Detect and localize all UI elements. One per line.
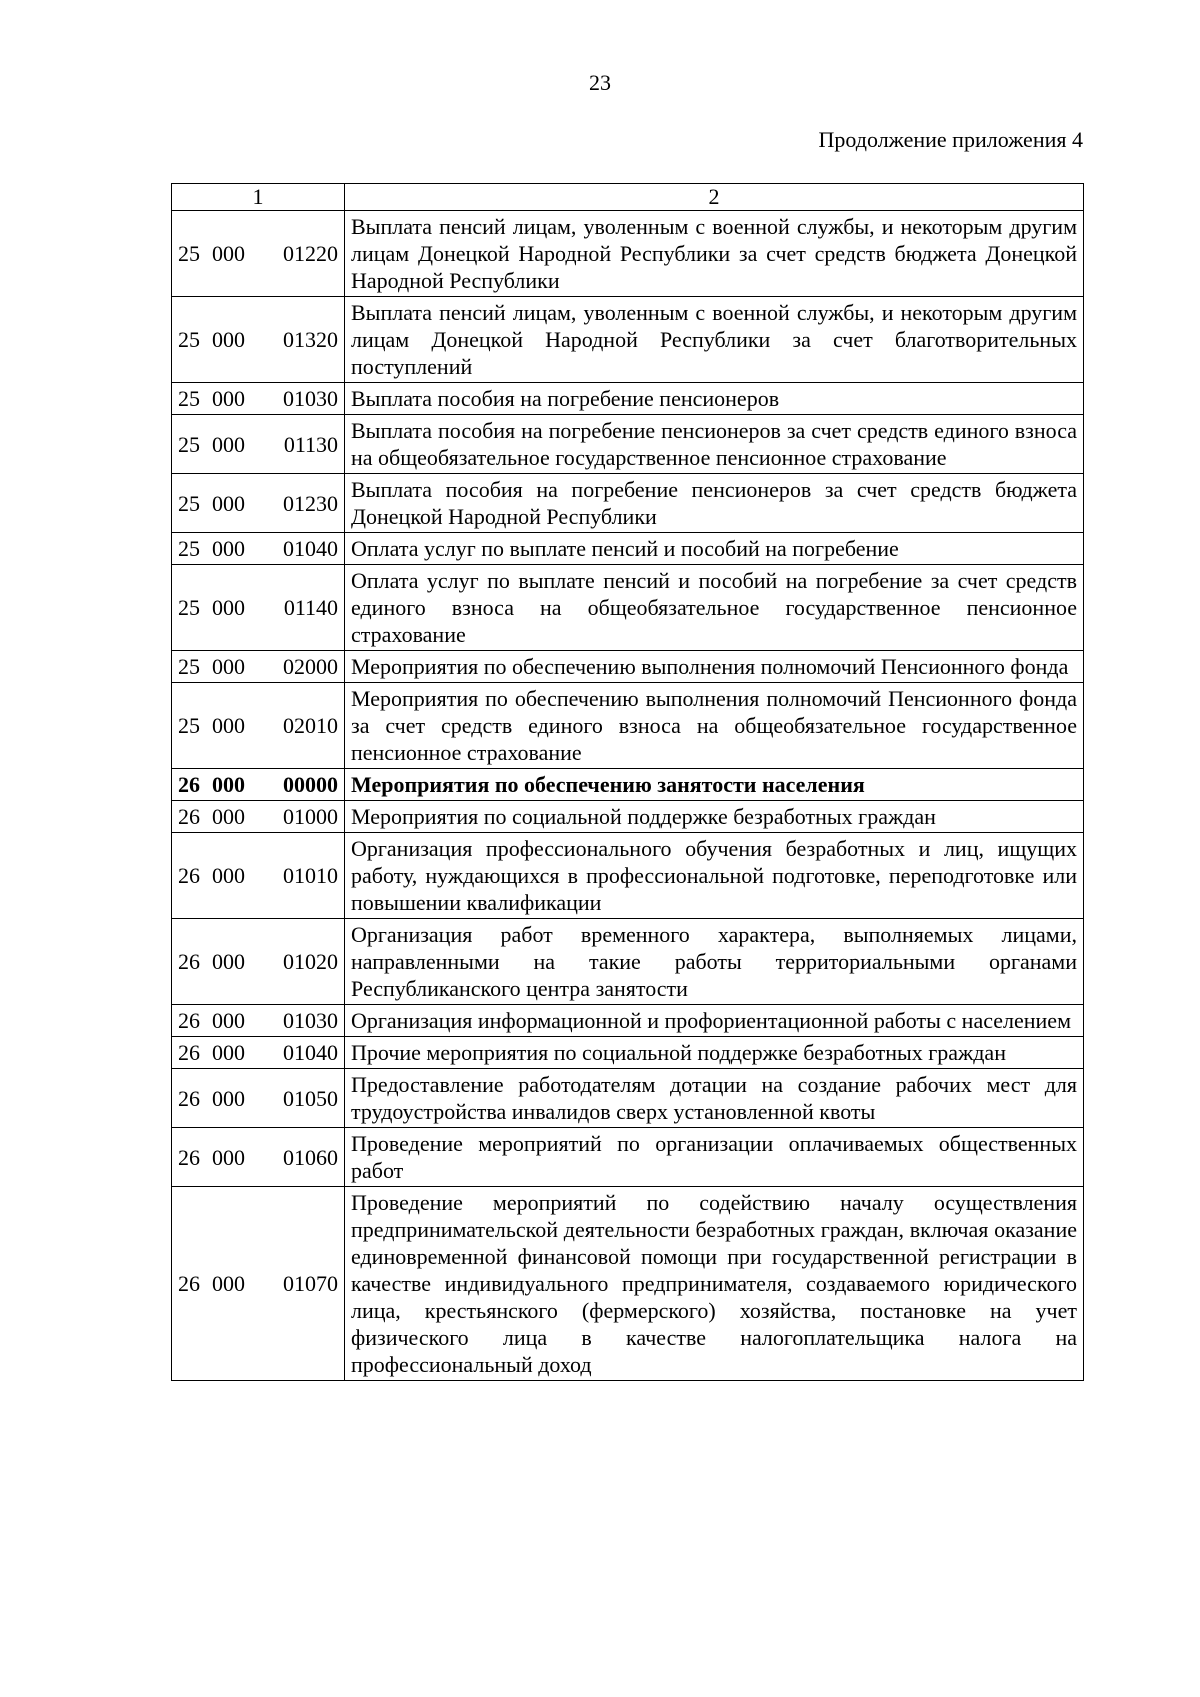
budget-codes-table xyxy=(171,183,1084,1381)
code-part: 01030 xyxy=(283,386,338,411)
table-row xyxy=(172,919,1084,1005)
table-row xyxy=(172,565,1084,651)
table-row xyxy=(172,383,1084,415)
row-code-cell xyxy=(172,651,345,683)
row-description-cell: Выплата пособия на погребение пенсионеров xyxy=(345,383,1084,415)
table-row xyxy=(172,1069,1084,1128)
code-part: 25 xyxy=(178,536,200,561)
row-code-cell xyxy=(172,533,345,565)
code-part: 25 xyxy=(178,654,200,679)
row-code-cell xyxy=(172,801,345,833)
row-description-cell: Оплата услуг по выплате пенсий и пособий на погребение xyxy=(345,533,1084,565)
annex-continuation-note: Продолжение приложения 4 xyxy=(818,127,1083,152)
code-part: 25 xyxy=(178,327,200,352)
code-part: 25 xyxy=(178,241,200,266)
code-part: 000 xyxy=(212,772,245,797)
table-row xyxy=(172,1128,1084,1187)
table-row xyxy=(172,415,1084,474)
code-part: 000 xyxy=(212,1040,245,1065)
code-part: 25 xyxy=(178,431,200,457)
code-part: 000 xyxy=(212,1144,245,1170)
table-row xyxy=(172,833,1084,919)
table-row xyxy=(172,533,1084,565)
table-header-row xyxy=(172,184,1084,211)
row-code-cell xyxy=(172,1037,345,1069)
page-number: 23 xyxy=(589,70,611,95)
code-part: 25 xyxy=(178,490,200,516)
row-code-cell xyxy=(172,297,345,383)
row-code-cell xyxy=(172,683,345,769)
code-part: 26 xyxy=(178,804,200,829)
row-code-cell xyxy=(172,1069,345,1128)
code-part: 26 xyxy=(178,863,200,888)
code-part: 000 xyxy=(212,1271,245,1296)
table-row xyxy=(172,683,1084,769)
code-part: 26 xyxy=(178,1040,200,1065)
code-part: 01030 xyxy=(283,1008,338,1033)
table-row xyxy=(172,1187,1084,1381)
row-description-cell: Предоставление работодателям дотации на создание рабочих мест для трудоустройства инвалидов сверх установленной квоты xyxy=(345,1069,1084,1128)
code-part: 000 xyxy=(212,863,245,888)
code-part: 26 xyxy=(178,1271,200,1296)
row-description-cell: Мероприятия по социальной поддержке безработных граждан xyxy=(345,801,1084,833)
code-part: 26 xyxy=(178,1008,200,1033)
code-part: 02010 xyxy=(283,713,338,738)
code-part: 01140 xyxy=(283,595,338,620)
row-description-cell: Прочие мероприятия по социальной поддержке безработных граждан xyxy=(345,1037,1084,1069)
code-part: 01000 xyxy=(283,804,338,829)
code-part: 02000 xyxy=(283,654,338,679)
row-code-cell xyxy=(172,415,345,474)
code-part: 01060 xyxy=(283,1144,338,1170)
row-code-cell xyxy=(172,1005,345,1037)
code-part: 26 xyxy=(178,949,200,974)
row-description-cell: Мероприятия по обеспечению выполнения полномочий Пенсионного фонда за счет средств единого взноса на общеобязательное государственное пенсионное страхование xyxy=(345,683,1084,769)
column-header-description: 2 xyxy=(345,184,1084,211)
code-part: 000 xyxy=(212,713,245,738)
code-part: 000 xyxy=(212,490,245,516)
code-part: 00000 xyxy=(283,772,338,797)
row-description-cell: Оплата услуг по выплате пенсий и пособий на погребение за счет средств единого взноса на общеобязательное государственное пенсионное страхование xyxy=(345,565,1084,651)
row-description-cell: Организация профессионального обучения безработных и лиц, ищущих работу, нуждающихся в профессиональной подготовке, переподготовке или повышении квалификации xyxy=(345,833,1084,919)
row-description-cell: Выплата пособия на погребение пенсионеров за счет средств бюджета Донецкой Народной Республики xyxy=(345,474,1084,533)
code-part: 26 xyxy=(178,772,200,797)
code-part: 01040 xyxy=(283,536,338,561)
table-row xyxy=(172,801,1084,833)
row-code-cell xyxy=(172,565,345,651)
code-part: 000 xyxy=(212,1008,245,1033)
code-part: 01220 xyxy=(283,241,338,266)
code-part: 25 xyxy=(178,386,200,411)
row-description-cell: Проведение мероприятий по организации оплачиваемых общественных работ xyxy=(345,1128,1084,1187)
code-part: 01070 xyxy=(283,1271,338,1296)
table-row xyxy=(172,297,1084,383)
table-row xyxy=(172,769,1084,801)
row-description-cell: Выплата пенсий лицам, уволенным с военной службы, и некоторым другим лицам Донецкой Народной Республики за счет средств бюджета Донецкой Народной Республики xyxy=(345,211,1084,297)
code-part: 000 xyxy=(212,241,245,266)
code-part: 000 xyxy=(212,386,245,411)
code-part: 000 xyxy=(212,1085,245,1111)
row-code-cell xyxy=(172,1187,345,1381)
row-description-cell: Мероприятия по обеспечению выполнения полномочий Пенсионного фонда xyxy=(345,651,1084,683)
code-part: 01010 xyxy=(283,863,338,888)
code-part: 000 xyxy=(212,536,245,561)
code-part: 01130 xyxy=(283,431,338,457)
code-part: 01320 xyxy=(283,327,338,352)
code-part: 000 xyxy=(212,949,245,974)
row-code-cell xyxy=(172,1128,345,1187)
code-part: 26 xyxy=(178,1085,200,1111)
code-part: 000 xyxy=(212,327,245,352)
row-code-cell xyxy=(172,474,345,533)
row-code-cell xyxy=(172,383,345,415)
row-description-cell: Выплата пособия на погребение пенсионеров за счет средств единого взноса на общеобязательное государственное пенсионное страхование xyxy=(345,415,1084,474)
row-code-cell xyxy=(172,211,345,297)
column-header-code: 1 xyxy=(172,184,345,211)
code-part: 25 xyxy=(178,713,200,738)
code-part: 000 xyxy=(212,804,245,829)
row-code-cell xyxy=(172,919,345,1005)
row-description-cell: Проведение мероприятий по содействию началу осуществления предпринимательской деятельности безработных граждан, включая оказание единовременной финансовой помощи при государственной регистрации в качестве индивидуального предпринимателя, создаваемого юридического лица, крестьянского (фермерского) хозяйства, постановке на учет физического лица в качестве налогоплательщика налога на профессиональный доход xyxy=(345,1187,1084,1381)
code-part: 000 xyxy=(212,431,245,457)
row-code-cell xyxy=(172,833,345,919)
table-row xyxy=(172,1037,1084,1069)
row-description-cell: Выплата пенсий лицам, уволенным с военной службы, и некоторым другим лицам Донецкой Народной Республики за счет благотворительных поступлений xyxy=(345,297,1084,383)
table-row xyxy=(172,211,1084,297)
code-part: 000 xyxy=(212,595,245,620)
row-description-cell: Организация информационной и профориентационной работы с населением xyxy=(345,1005,1084,1037)
code-part: 01020 xyxy=(283,949,338,974)
code-part: 25 xyxy=(178,595,200,620)
row-code-cell xyxy=(172,769,345,801)
code-part: 01040 xyxy=(283,1040,338,1065)
row-description-cell: Мероприятия по обеспечению занятости населения xyxy=(345,769,1084,801)
row-description-cell: Организация работ временного характера, выполняемых лицами, направленными на такие работы территориальными органами Республиканского центра занятости xyxy=(345,919,1084,1005)
table-row xyxy=(172,651,1084,683)
code-part: 01050 xyxy=(283,1085,338,1111)
code-part: 26 xyxy=(178,1144,200,1170)
code-part: 000 xyxy=(212,654,245,679)
table-row xyxy=(172,474,1084,533)
table-row xyxy=(172,1005,1084,1037)
code-part: 01230 xyxy=(283,490,338,516)
